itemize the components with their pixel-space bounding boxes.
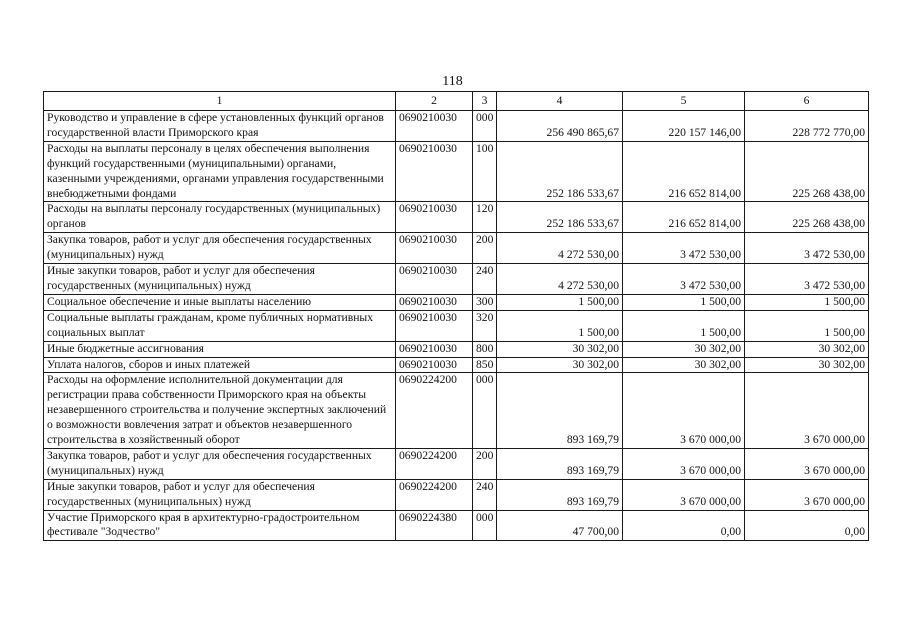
cell-name: Иные закупки товаров, работ и услуг для обеспечения государственных (муниципальных) нужд xyxy=(44,264,396,295)
cell-expense-type: 000 xyxy=(473,111,497,142)
cell-amount-year2: 216 652 814,00 xyxy=(623,141,745,202)
cell-code: 0690210030 xyxy=(396,357,473,373)
cell-amount-year3: 1 500,00 xyxy=(745,310,869,341)
cell-code: 0690210030 xyxy=(396,141,473,202)
header-col-name: 1 xyxy=(44,92,396,111)
cell-amount-year2: 3 670 000,00 xyxy=(623,479,745,510)
cell-amount-year1: 4 272 530,00 xyxy=(497,233,623,264)
cell-expense-type: 300 xyxy=(473,294,497,310)
table-row xyxy=(44,341,869,357)
cell-name: Расходы на выплаты персоналу в целях обеспечения выполнения функций государственными (муниципальными) органами, казенными учреждениями, органами управления государственными внебюджетными фондами xyxy=(44,141,396,202)
cell-amount-year3: 3 670 000,00 xyxy=(745,448,869,479)
cell-amount-year2: 30 302,00 xyxy=(623,341,745,357)
cell-name: Иные закупки товаров, работ и услуг для обеспечения государственных (муниципальных) нужд xyxy=(44,479,396,510)
table-row xyxy=(44,141,869,202)
table-row xyxy=(44,294,869,310)
cell-amount-year3: 3 670 000,00 xyxy=(745,479,869,510)
cell-amount-year1: 4 272 530,00 xyxy=(497,264,623,295)
cell-code: 0690210030 xyxy=(396,264,473,295)
cell-amount-year1: 252 186 533,67 xyxy=(497,141,623,202)
cell-amount-year1: 252 186 533,67 xyxy=(497,202,623,233)
page-number: 118 xyxy=(442,74,463,89)
cell-expense-type: 240 xyxy=(473,479,497,510)
cell-expense-type: 320 xyxy=(473,310,497,341)
cell-name: Закупка товаров, работ и услуг для обеспечения государственных (муниципальных) нужд xyxy=(44,448,396,479)
cell-amount-year2: 3 472 530,00 xyxy=(623,233,745,264)
cell-amount-year3: 3 670 000,00 xyxy=(745,373,869,449)
cell-code: 0690210030 xyxy=(396,111,473,142)
cell-expense-type: 200 xyxy=(473,448,497,479)
table-row xyxy=(44,233,869,264)
header-col-year1: 4 xyxy=(497,92,623,111)
cell-expense-type: 850 xyxy=(473,357,497,373)
cell-amount-year2: 220 157 146,00 xyxy=(623,111,745,142)
cell-name: Закупка товаров, работ и услуг для обеспечения государственных (муниципальных) нужд xyxy=(44,233,396,264)
header-col-code: 2 xyxy=(396,92,473,111)
cell-code: 0690224200 xyxy=(396,373,473,449)
cell-amount-year2: 216 652 814,00 xyxy=(623,202,745,233)
table-row xyxy=(44,373,869,449)
cell-amount-year1: 47 700,00 xyxy=(497,510,623,541)
cell-amount-year2: 0,00 xyxy=(623,510,745,541)
cell-code: 0690210030 xyxy=(396,310,473,341)
cell-code: 0690210030 xyxy=(396,202,473,233)
cell-amount-year3: 3 472 530,00 xyxy=(745,233,869,264)
cell-code: 0690224200 xyxy=(396,448,473,479)
cell-amount-year1: 893 169,79 xyxy=(497,479,623,510)
cell-expense-type: 800 xyxy=(473,341,497,357)
cell-name: Участие Приморского края в архитектурно-градостроительном фестивале "Зодчество" xyxy=(44,510,396,541)
cell-amount-year3: 3 472 530,00 xyxy=(745,264,869,295)
cell-name: Уплата налогов, сборов и иных платежей xyxy=(44,357,396,373)
cell-amount-year3: 225 268 438,00 xyxy=(745,141,869,202)
table-header-row xyxy=(44,92,869,111)
cell-amount-year2: 3 670 000,00 xyxy=(623,448,745,479)
table-row xyxy=(44,448,869,479)
cell-name: Расходы на оформление исполнительной документации для регистрации права собственности Приморского края на объекты незавершенного строительства и получение экспертных заключений о возможности вовлечения затрат и объектов незавершенного строительства в хозяйственный оборот xyxy=(44,373,396,449)
header-col-year3: 6 xyxy=(745,92,869,111)
cell-expense-type: 000 xyxy=(473,510,497,541)
cell-amount-year1: 1 500,00 xyxy=(497,294,623,310)
cell-amount-year3: 228 772 770,00 xyxy=(745,111,869,142)
cell-expense-type: 240 xyxy=(473,264,497,295)
cell-amount-year1: 30 302,00 xyxy=(497,341,623,357)
cell-amount-year2: 1 500,00 xyxy=(623,294,745,310)
cell-expense-type: 000 xyxy=(473,373,497,449)
cell-amount-year3: 30 302,00 xyxy=(745,341,869,357)
cell-amount-year2: 1 500,00 xyxy=(623,310,745,341)
header-col-type: 3 xyxy=(473,92,497,111)
cell-code: 0690210030 xyxy=(396,294,473,310)
table-row xyxy=(44,310,869,341)
cell-amount-year3: 225 268 438,00 xyxy=(745,202,869,233)
cell-amount-year1: 256 490 865,67 xyxy=(497,111,623,142)
table-row xyxy=(44,202,869,233)
cell-amount-year2: 30 302,00 xyxy=(623,357,745,373)
cell-amount-year1: 1 500,00 xyxy=(497,310,623,341)
cell-code: 0690210030 xyxy=(396,341,473,357)
cell-amount-year2: 3 472 530,00 xyxy=(623,264,745,295)
cell-code: 0690224200 xyxy=(396,479,473,510)
cell-amount-year3: 1 500,00 xyxy=(745,294,869,310)
cell-amount-year3: 30 302,00 xyxy=(745,357,869,373)
cell-name: Социальное обеспечение и иные выплаты населению xyxy=(44,294,396,310)
cell-name: Руководство и управление в сфере установленных функций органов государственной власти Приморского края xyxy=(44,111,396,142)
cell-amount-year1: 893 169,79 xyxy=(497,373,623,449)
cell-amount-year3: 0,00 xyxy=(745,510,869,541)
cell-amount-year1: 893 169,79 xyxy=(497,448,623,479)
header-col-year2: 5 xyxy=(623,92,745,111)
cell-name: Расходы на выплаты персоналу государственных (муниципальных) органов xyxy=(44,202,396,233)
cell-code: 0690224380 xyxy=(396,510,473,541)
cell-expense-type: 120 xyxy=(473,202,497,233)
table-row xyxy=(44,479,869,510)
cell-expense-type: 100 xyxy=(473,141,497,202)
table-row xyxy=(44,510,869,541)
budget-table xyxy=(43,91,869,541)
table-row xyxy=(44,264,869,295)
cell-name: Социальные выплаты гражданам, кроме публичных нормативных социальных выплат xyxy=(44,310,396,341)
cell-code: 0690210030 xyxy=(396,233,473,264)
table-row xyxy=(44,111,869,142)
cell-name: Иные бюджетные ассигнования xyxy=(44,341,396,357)
cell-amount-year2: 3 670 000,00 xyxy=(623,373,745,449)
table-row xyxy=(44,357,869,373)
cell-amount-year1: 30 302,00 xyxy=(497,357,623,373)
cell-expense-type: 200 xyxy=(473,233,497,264)
